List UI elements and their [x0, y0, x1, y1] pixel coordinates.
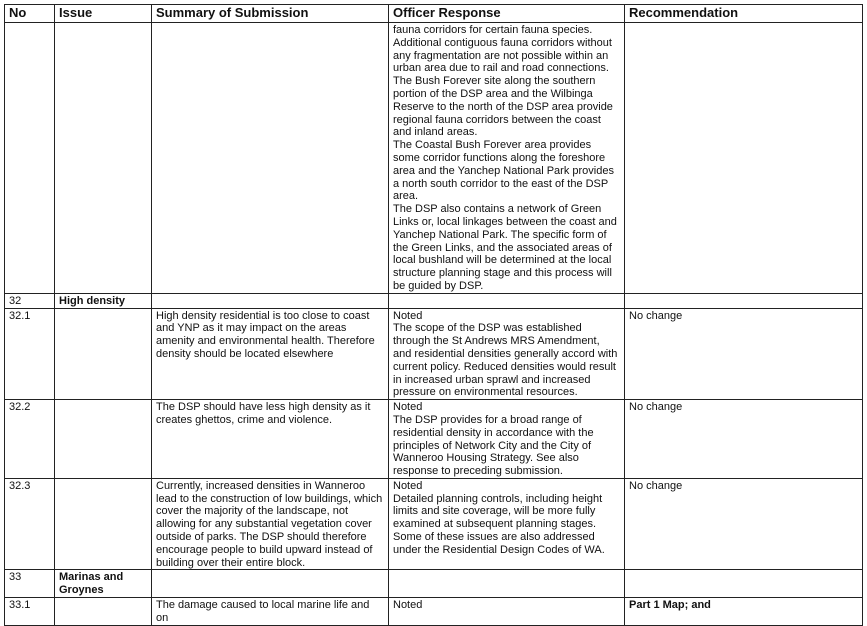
cell-no: 32.1 — [5, 308, 55, 400]
cell-recommendation — [625, 293, 863, 308]
table-row — [5, 23, 863, 294]
cell-summary — [152, 570, 389, 598]
cell-no: 32 — [5, 293, 55, 308]
table-row — [5, 400, 863, 479]
section-row — [5, 570, 863, 598]
cell-no: 32.3 — [5, 478, 55, 570]
cell-issue — [55, 23, 152, 294]
cell-summary: The damage caused to local marine life and on — [152, 598, 389, 626]
header-summary: Summary of Submission — [152, 5, 389, 23]
cell-issue: Marinas and Groynes — [55, 570, 152, 598]
cell-recommendation: No change — [625, 478, 863, 570]
cell-issue — [55, 308, 152, 400]
cell-summary — [152, 293, 389, 308]
header-no: No — [5, 5, 55, 23]
cell-officer-response: Noted The DSP provides for a broad range of residential density in accordance with the principles of Network City and the City of Wanneroo Housing Strategy. See also response to preceding submission. — [389, 400, 625, 479]
cell-officer-response: Noted — [389, 598, 625, 626]
cell-summary: Currently, increased densities in Wanneroo lead to the construction of low buildings, which cover the majority of the landscape, not allowing for any substantial vegetation cover outside of parks. The DSP should therefore encourage people to build upward instead of building over their entire block. — [152, 478, 389, 570]
cell-issue — [55, 598, 152, 626]
cell-recommendation — [625, 23, 863, 294]
cell-officer-response: Noted Detailed planning controls, including height limits and site coverage, will be more fully examined at subsequent planning stages. Some of these issues are also addressed under the Residential Design Codes of WA. — [389, 478, 625, 570]
header-recommendation: Recommendation — [625, 5, 863, 23]
cell-no: 33 — [5, 570, 55, 598]
cell-no — [5, 23, 55, 294]
cell-recommendation — [625, 570, 863, 598]
table-row — [5, 478, 863, 570]
cell-no: 33.1 — [5, 598, 55, 626]
cell-summary: The DSP should have less high density as it creates ghettos, crime and violence. — [152, 400, 389, 479]
header-officer-response: Officer Response — [389, 5, 625, 23]
cell-recommendation: No change — [625, 308, 863, 400]
cell-issue — [55, 478, 152, 570]
cell-issue: High density — [55, 293, 152, 308]
table-header-row — [5, 5, 863, 23]
section-row — [5, 293, 863, 308]
table-row — [5, 308, 863, 400]
header-issue: Issue — [55, 5, 152, 23]
cell-officer-response — [389, 570, 625, 598]
cell-recommendation: Part 1 Map; and — [625, 598, 863, 626]
cell-no: 32.2 — [5, 400, 55, 479]
submissions-table — [4, 4, 863, 626]
table-row — [5, 598, 863, 626]
cell-recommendation: No change — [625, 400, 863, 479]
cell-issue — [55, 400, 152, 479]
cell-summary: High density residential is too close to coast and YNP as it may impact on the areas amenity and environmental health. Therefore density should be located elsewhere — [152, 308, 389, 400]
cell-officer-response: Noted The scope of the DSP was established through the St Andrews MRS Amendment, and residential densities generally accord with current policy. Reduced densities would result in increased urban sprawl and increased pressure on environmental resources. — [389, 308, 625, 400]
cell-officer-response: fauna corridors for certain fauna species. Additional contiguous fauna corridors without any fragmentation are not possible within an urban area due to rail and road connections. The Bush Forever site along the southern portion of the DSP area and the Wilbinga Reserve to the north of the DSP area provide regional fauna corridors between the coast and inland areas. The Coastal Bush Forever area provides some corridor functions along the foreshore area and the Yanchep National Park provides a north south corridor to the east of the DSP area. The DSP also contains a network of Green Links or, local linkages between the coast and Yanchep National Park. The specific form of the Green Links, and the associated areas of local bushland will be determined at the local structure planning stage and this process will be guided by DSP. — [389, 23, 625, 294]
cell-officer-response — [389, 293, 625, 308]
cell-summary — [152, 23, 389, 294]
